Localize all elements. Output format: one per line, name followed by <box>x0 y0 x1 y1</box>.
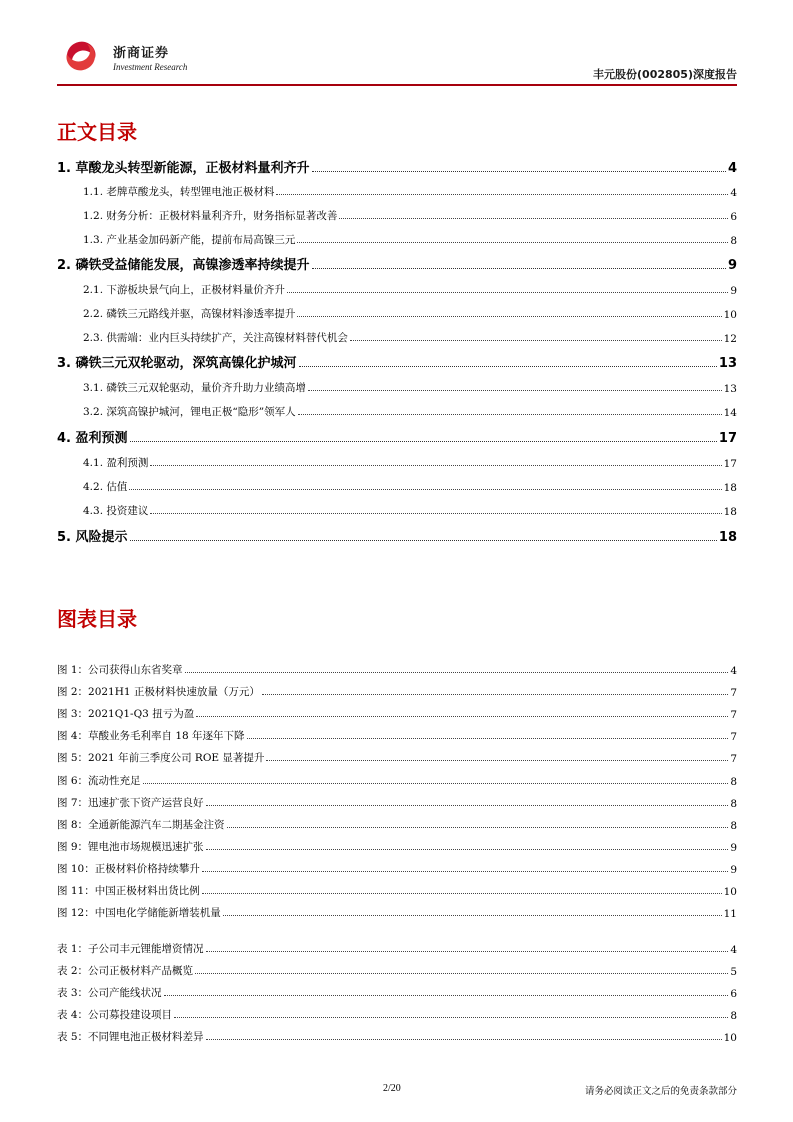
dot-leader <box>129 489 721 490</box>
chart-entry-label: 图 4：草酸业务毛利率自 18 年逐年下降 <box>57 730 245 743</box>
toc-section[interactable] <box>57 380 737 395</box>
toc-section-label: 3.2. 深筑高镍护城河，锂电正极“隐形”领军人 <box>83 406 296 418</box>
toc-section-label: 3.1. 磷铁三元双轮驱动，量价齐升助力业绩高增 <box>83 382 306 394</box>
chart-entry[interactable] <box>57 728 737 743</box>
dot-leader <box>202 893 722 894</box>
dot-leader <box>350 340 722 341</box>
dot-leader <box>174 1017 728 1018</box>
chart-entry[interactable] <box>57 773 737 788</box>
chart-entry[interactable] <box>57 662 737 677</box>
dot-leader <box>223 915 722 916</box>
toc-section-page: 13 <box>723 383 737 395</box>
page-header <box>57 36 737 86</box>
chart-entry-label: 图 1：公司获得山东省奖章 <box>57 664 183 676</box>
table-entry-page: 10 <box>723 1032 737 1044</box>
table-entry-page: 4 <box>730 944 737 956</box>
chart-entry-label: 图 6：流动性充足 <box>57 774 141 787</box>
dot-leader <box>143 783 729 784</box>
toc-section-page: 9 <box>730 285 737 297</box>
toc-chapter[interactable] <box>57 428 737 446</box>
toc-section-label: 4.2. 估值 <box>83 481 128 493</box>
dot-leader <box>312 268 726 269</box>
toc-section-label: 2.1. 下游板块景气向上，正极材料量价齐升 <box>83 284 285 296</box>
toc-section-label: 1.3. 产业基金加码新产能，提前布局高镍三元 <box>83 234 296 246</box>
dot-leader <box>130 540 717 541</box>
toc-heading: 正文目录 <box>57 120 137 144</box>
logo-company-cn: 浙商证券 <box>113 46 170 61</box>
dot-leader <box>185 672 729 673</box>
dot-leader <box>298 414 722 415</box>
table-entry-label: 表 5：不同锂电池正极材料差异 <box>57 1031 204 1043</box>
chart-entry-page: 7 <box>730 753 737 766</box>
toc-section-label: 2.3. 供需端：业内巨头持续扩产，关注高镍材料替代机会 <box>83 332 348 344</box>
chart-entry-label: 图 5：2021 年前三季度公司 ROE 显著提升 <box>57 752 265 765</box>
chart-entry[interactable] <box>57 750 737 765</box>
chart-entry-page: 7 <box>730 687 737 700</box>
dot-leader <box>299 366 717 367</box>
dot-leader <box>297 316 721 317</box>
toc-chapter-page: 17 <box>718 431 737 446</box>
dot-leader <box>262 694 728 695</box>
chart-entry-page: 8 <box>730 819 737 832</box>
table-entry-page: 6 <box>730 988 737 1000</box>
logo-icon <box>61 38 101 74</box>
dot-leader <box>276 194 728 195</box>
company-logo <box>61 36 191 80</box>
table-entry-page: 5 <box>730 966 737 978</box>
chart-entry-page: 10 <box>723 886 737 898</box>
chart-entry-label: 图 10：正极材料价格持续攀升 <box>57 862 200 875</box>
toc-section-page: 17 <box>723 458 737 470</box>
toc-chapter[interactable] <box>57 158 737 176</box>
dot-leader <box>339 218 728 219</box>
toc-chapter-page: 4 <box>727 161 737 176</box>
logo-company-en: Investment Research <box>113 62 188 72</box>
chart-entry-page: 4 <box>730 665 737 677</box>
toc-chapter-label: 2. 磷铁受益储能发展，高镍渗透率持续提升 <box>57 258 310 273</box>
dot-leader <box>202 871 729 872</box>
chart-entry-label: 图 12：中国电化学储能新增装机量 <box>57 907 221 920</box>
table-entry-label: 表 4：公司募投建设项目 <box>57 1009 173 1021</box>
toc-section[interactable] <box>57 184 737 199</box>
dot-leader <box>150 465 721 466</box>
table-entry-label: 表 2：公司正极材料产品概览 <box>57 965 194 977</box>
dot-leader <box>266 760 728 761</box>
dot-leader <box>206 849 729 850</box>
toc-section-page: 10 <box>723 309 737 321</box>
toc-section[interactable] <box>57 232 737 247</box>
dot-leader <box>130 441 717 442</box>
chart-entry-label: 图 3：2021Q1-Q3 扭亏为盈 <box>57 708 195 721</box>
table-entry[interactable] <box>57 963 737 978</box>
chart-entry-page: 11 <box>723 908 737 921</box>
toc-chapter[interactable] <box>57 527 737 545</box>
dot-leader <box>195 973 728 974</box>
toc-chapter-label: 5. 风险提示 <box>57 530 128 545</box>
toc-section-page: 8 <box>730 235 737 247</box>
toc-section-page: 12 <box>723 333 737 345</box>
toc-section-page: 18 <box>723 482 737 494</box>
chart-entry[interactable] <box>57 684 737 699</box>
header-divider <box>57 84 737 86</box>
chart-entry[interactable] <box>57 905 737 920</box>
toc-section-label: 1.1. 老牌草酸龙头，转型锂电池正极材料 <box>83 186 275 198</box>
dot-leader <box>287 292 728 293</box>
table-entry-page: 8 <box>730 1010 737 1022</box>
toc-chapter[interactable] <box>57 255 737 273</box>
chart-entry-page: 7 <box>730 709 737 722</box>
chart-entry[interactable] <box>57 706 737 721</box>
dot-leader <box>206 951 729 952</box>
toc-section[interactable] <box>57 455 737 470</box>
toc-section[interactable] <box>57 306 737 321</box>
toc-chapter-label: 4. 盈利预测 <box>57 431 128 446</box>
chart-entry-label: 图 11：中国正极材料出货比例 <box>57 885 200 897</box>
dot-leader <box>206 805 729 806</box>
chart-entry-page: 9 <box>730 863 737 876</box>
toc-section[interactable] <box>57 479 737 494</box>
toc-section-page: 14 <box>723 407 737 419</box>
dot-leader <box>164 995 729 996</box>
toc-chapter-page: 13 <box>718 356 737 371</box>
table-entry[interactable] <box>57 1007 737 1022</box>
toc-section-page: 6 <box>730 211 737 223</box>
toc-section[interactable] <box>57 503 737 518</box>
chart-entry[interactable] <box>57 795 737 810</box>
dot-leader <box>150 513 721 514</box>
chart-entry-label: 图 9：锂电池市场规模迅速扩张 <box>57 840 204 853</box>
chart-entry[interactable] <box>57 839 737 854</box>
toc-section-page: 18 <box>723 506 737 518</box>
chart-entry-page: 7 <box>730 731 737 744</box>
figure-list-heading: 图表目录 <box>57 607 137 631</box>
toc-chapter-label: 3. 磷铁三元双轮驱动，深筑高镍化护城河 <box>57 356 297 371</box>
dot-leader <box>297 242 728 243</box>
toc-section[interactable] <box>57 330 737 345</box>
table-entry-label: 表 1：子公司丰元锂能增资情况 <box>57 943 204 955</box>
toc-section[interactable] <box>57 404 737 419</box>
chart-entry[interactable] <box>57 883 737 898</box>
dot-leader <box>247 738 729 739</box>
toc-chapter-page: 18 <box>718 530 737 545</box>
toc-section[interactable] <box>57 208 737 223</box>
page-number: 2/20 <box>383 1083 401 1094</box>
toc-section[interactable] <box>57 282 737 297</box>
table-entry[interactable] <box>57 941 737 956</box>
toc-section-label: 4.3. 投资建议 <box>83 505 149 517</box>
chart-entry-page: 8 <box>730 775 737 788</box>
toc-chapter-label: 1. 草酸龙头转型新能源，正极材料量利齐升 <box>57 161 310 176</box>
chart-entry-label: 图 7：迅速扩张下资产运营良好 <box>57 796 204 809</box>
toc-chapter-page: 9 <box>727 258 737 273</box>
table-entry-label: 表 3：公司产能线状况 <box>57 987 162 999</box>
chart-entry-page: 9 <box>730 841 737 854</box>
dot-leader <box>206 1039 722 1040</box>
report-title: 丰元股份(002805)深度报告 <box>593 68 737 81</box>
toc-section-label: 4.1. 盈利预测 <box>83 457 149 469</box>
table-entry[interactable] <box>57 1029 737 1044</box>
chart-entry[interactable] <box>57 861 737 876</box>
chart-entry-label: 图 2：2021H1 正极材料快速放量（万元） <box>57 686 260 699</box>
toc-section-page: 4 <box>730 187 737 199</box>
toc-section-label: 2.2. 磷铁三元路线并驱，高镍材料渗透率提升 <box>83 308 296 320</box>
table-entry[interactable] <box>57 985 737 1000</box>
dot-leader <box>312 171 726 172</box>
chart-entry-page: 8 <box>730 797 737 810</box>
chart-entry-label: 图 8：全通新能源汽车二期基金注资 <box>57 818 225 831</box>
toc-section-label: 1.2. 财务分析：正极材料量利齐升，财务指标显著改善 <box>83 210 338 222</box>
disclaimer-note: 请务必阅读正文之后的免责条款部分 <box>584 1086 737 1097</box>
chart-entry[interactable] <box>57 817 737 832</box>
dot-leader <box>227 827 729 828</box>
toc-chapter[interactable] <box>57 353 737 371</box>
dot-leader <box>196 716 728 717</box>
dot-leader <box>308 390 722 391</box>
